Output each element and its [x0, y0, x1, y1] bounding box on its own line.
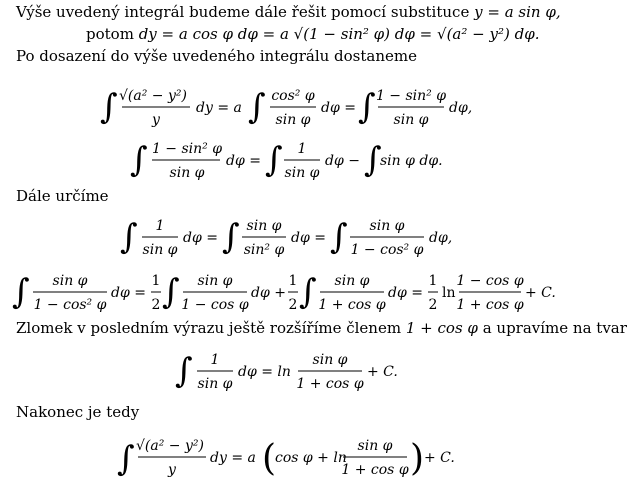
extend-line	[16, 320, 627, 337]
eq4-a-denominator: 1 − cos² φ	[33, 297, 107, 313]
eq3-a-numerator: 1	[155, 218, 165, 234]
eq4-half-3-denominator: 2	[428, 297, 438, 313]
integral-sign: ∫	[299, 272, 317, 312]
eq5-b-denominator: 1 + cos φ	[296, 376, 364, 392]
intro-math: y = a sin φ,	[474, 3, 561, 21]
integral-sign: ∫	[330, 217, 348, 257]
eq5-b-numerator: sin φ	[312, 352, 348, 368]
equation-3	[0, 210, 575, 262]
extend-math: 1 + cos φ	[405, 319, 478, 337]
eq4-ln: ln	[442, 285, 456, 301]
eq3-b-d: dφ =	[291, 230, 326, 246]
eq6-f-numerator: sin φ	[357, 438, 393, 454]
eq3-a-denominator: sin φ	[142, 242, 178, 258]
eq1-dy: dy = a	[196, 100, 242, 116]
equation-2	[0, 135, 575, 185]
equation-5	[0, 344, 575, 396]
eq2-b-numerator: 1	[297, 141, 307, 157]
eq2-c: sin φ dφ.	[380, 153, 443, 169]
equation-1	[0, 80, 575, 134]
integral-sign: ∫	[117, 439, 135, 479]
eq4-a-numerator: sin φ	[52, 273, 88, 289]
eq2-a-numerator: 1 − sin² φ	[151, 141, 223, 157]
extend-text-2: a upravíme na tvar	[482, 319, 627, 337]
integral-sign: ∫	[265, 140, 283, 180]
eq6-paren-open: (	[262, 438, 277, 479]
eq5-a-numerator: 1	[210, 352, 220, 368]
extend-text-1: Zlomek v posledním výrazu ještě rozšíříme členem	[16, 319, 402, 337]
intro-text: Výše uvedený integrál budeme dále řešit pomocí substituce	[16, 3, 470, 21]
integral-sign: ∫	[130, 140, 148, 180]
integral-sign: ∫	[12, 272, 30, 312]
eq4-a-d: dφ =	[111, 285, 146, 301]
integral-sign: ∫	[100, 87, 118, 127]
eq5-end: + C.	[367, 364, 398, 380]
eq4-b-numerator: sin φ	[197, 273, 233, 289]
eq4-b-denominator: 1 − cos φ	[181, 297, 249, 313]
eq3-a-d: dφ =	[183, 230, 218, 246]
eq2-a-denominator: sin φ	[169, 165, 205, 181]
eq3-c-denominator: 1 − cos² φ	[350, 242, 424, 258]
integral-sign: ∫	[162, 272, 180, 312]
eq6-lhs-denominator: y	[168, 462, 176, 478]
eq2-b-d: dφ −	[325, 153, 360, 169]
integral-sign: ∫	[248, 87, 266, 127]
eq6-f-denominator: 1 + cos φ	[341, 462, 409, 478]
eq1-mid-denominator: sin φ	[275, 112, 311, 128]
equation-4	[0, 265, 575, 317]
eq4-d-denominator: 1 + cos φ	[456, 297, 524, 313]
integral-sign: ∫	[222, 217, 240, 257]
eq6-lhs-numerator: √(a² − y²)	[136, 438, 204, 454]
eq6-end: + C.	[424, 450, 455, 466]
intro-line	[16, 4, 561, 21]
eq4-half-2-denominator: 2	[288, 297, 298, 313]
eq1-mid-d: dφ =	[321, 100, 356, 116]
eq4-d-numerator: 1 − cos φ	[456, 273, 524, 289]
eq2-a-d: dφ =	[226, 153, 261, 169]
next-compute-text: Dále určíme	[16, 187, 109, 205]
after-substitution-text: Po dosazení do výše uvedeného integrálu dostaneme	[16, 47, 417, 65]
eq1-right-denominator: sin φ	[393, 112, 429, 128]
eq1-mid-numerator: cos² φ	[271, 88, 315, 104]
eq4-c-numerator: sin φ	[334, 273, 370, 289]
eq4-c-denominator: 1 + cos φ	[318, 297, 386, 313]
finally-text: Nakonec je tedy	[16, 403, 140, 421]
eq4-c-d: dφ =	[388, 285, 423, 301]
eq4-b-d: dφ +	[251, 285, 286, 301]
eq4-end: + C.	[525, 285, 556, 301]
eq6-paren-close: )	[410, 438, 425, 479]
integral-sign: ∫	[175, 351, 193, 391]
eq5-a-denominator: sin φ	[197, 376, 233, 392]
eq3-b-numerator: sin φ	[246, 218, 282, 234]
eq1-right-numerator: 1 − sin² φ	[375, 88, 447, 104]
eq2-b-denominator: sin φ	[284, 165, 320, 181]
eq3-c-numerator: sin φ	[369, 218, 405, 234]
integral-sign: ∫	[358, 87, 376, 127]
eq4-half-1-numerator: 1	[151, 273, 161, 289]
eq4-half-3-numerator: 1	[428, 273, 438, 289]
eq1-lhs-numerator: √(a² − y²)	[119, 88, 187, 104]
then-math: dy = a cos φ dφ = a √(1 − sin² φ) dφ = √(a² − y²) dφ.	[138, 25, 540, 43]
substitution-line	[86, 26, 539, 43]
eq1-right-d: dφ,	[449, 100, 473, 116]
eq6-dy: dy = a	[210, 450, 256, 466]
eq1-lhs-denominator: y	[152, 112, 160, 128]
equation-6	[0, 430, 575, 486]
eq6-cos: cos φ + ln	[275, 450, 347, 466]
eq3-c-d: dφ,	[429, 230, 453, 246]
eq4-half-1-denominator: 2	[151, 297, 161, 313]
eq3-b-denominator: sin² φ	[243, 242, 285, 258]
eq5-a-d: dφ = ln	[238, 364, 291, 380]
then-word: potom	[86, 25, 134, 43]
integral-sign: ∫	[120, 217, 138, 257]
integral-sign: ∫	[364, 140, 382, 180]
eq4-half-2-numerator: 1	[288, 273, 298, 289]
